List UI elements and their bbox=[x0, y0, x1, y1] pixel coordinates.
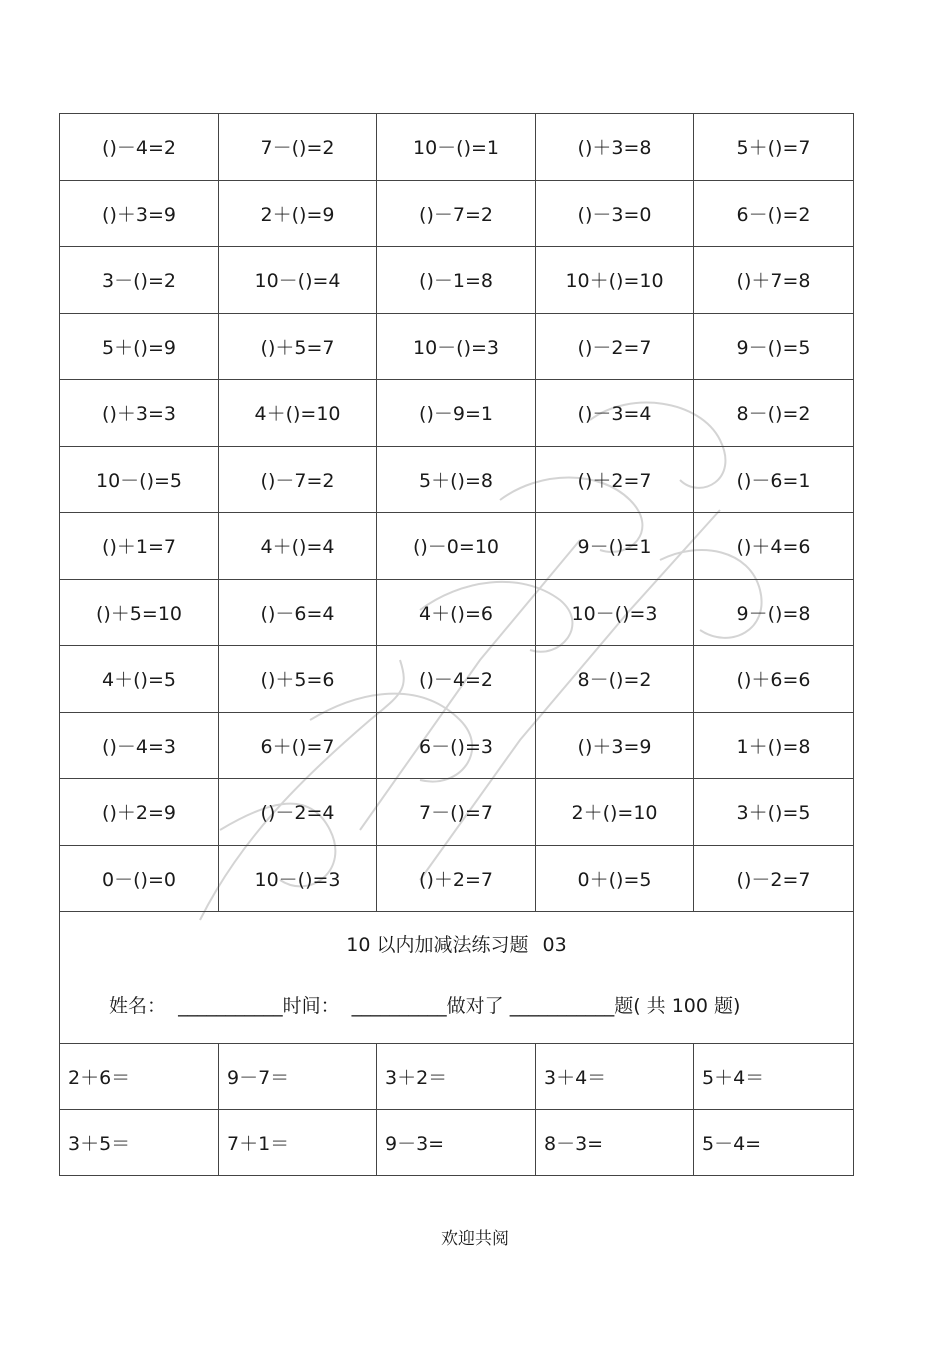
problem-row bbox=[60, 180, 854, 247]
problem-cell: 6－()=3 bbox=[377, 712, 536, 779]
problem-row bbox=[60, 1044, 854, 1110]
problem-cell: ()＋3=3 bbox=[60, 380, 219, 447]
title-text: 10 以内加减法练习题 bbox=[346, 934, 529, 956]
problem-cell: 1＋()=8 bbox=[694, 712, 854, 779]
problem-cell: 6－()=2 bbox=[694, 180, 854, 247]
problem-cell: 10－()=3 bbox=[377, 313, 536, 380]
problem-cell: 0＋()=5 bbox=[536, 845, 694, 912]
problem-cell: 9－()=5 bbox=[694, 313, 854, 380]
problem-cell: ()＋1=7 bbox=[60, 513, 219, 580]
arithmetic-grid bbox=[60, 1044, 854, 1176]
problem-cell: 3＋2＝ bbox=[377, 1044, 536, 1110]
problem-cell: ()＋6=6 bbox=[694, 646, 854, 713]
problem-cell: 9－()=8 bbox=[694, 579, 854, 646]
problem-cell: 4＋()=10 bbox=[219, 380, 377, 447]
problem-cell: ()＋3=9 bbox=[60, 180, 219, 247]
problem-cell: ()＋3=8 bbox=[536, 114, 694, 181]
problem-row bbox=[60, 646, 854, 713]
problem-cell: 4＋()=5 bbox=[60, 646, 219, 713]
problem-cell: 10－()=5 bbox=[60, 446, 219, 513]
problem-row bbox=[60, 779, 854, 846]
problem-cell: ()－3=0 bbox=[536, 180, 694, 247]
problem-row bbox=[60, 513, 854, 580]
problem-cell: ()－6=1 bbox=[694, 446, 854, 513]
problem-cell: 7＋1＝ bbox=[219, 1110, 377, 1176]
problem-cell: ()－2=7 bbox=[694, 845, 854, 912]
problem-cell: 6＋()=7 bbox=[219, 712, 377, 779]
problem-row bbox=[60, 380, 854, 447]
problem-cell: 3＋4＝ bbox=[536, 1044, 694, 1110]
problem-cell: ()－2=4 bbox=[219, 779, 377, 846]
problem-cell: 8－()=2 bbox=[694, 380, 854, 447]
problem-row bbox=[60, 712, 854, 779]
problem-cell: 10＋()=10 bbox=[536, 247, 694, 314]
problem-row bbox=[60, 845, 854, 912]
student-info-line: 姓名： ___________时间： __________做对了 ___________题( 共 100 题) bbox=[109, 995, 741, 1017]
problem-cell: 2＋()=9 bbox=[219, 180, 377, 247]
problem-cell: ()－3=4 bbox=[536, 380, 694, 447]
problem-cell: 5－4= bbox=[694, 1110, 854, 1176]
problem-cell: 9－3= bbox=[377, 1110, 536, 1176]
problem-cell: 9－7＝ bbox=[219, 1044, 377, 1110]
problem-cell: ()－4=3 bbox=[60, 712, 219, 779]
problem-row bbox=[60, 247, 854, 314]
problem-cell: 5＋()=7 bbox=[694, 114, 854, 181]
problem-cell: 5＋4＝ bbox=[694, 1044, 854, 1110]
problem-cell: ()＋7=8 bbox=[694, 247, 854, 314]
problem-cell: 5＋()=8 bbox=[377, 446, 536, 513]
problem-cell: 4＋()=6 bbox=[377, 579, 536, 646]
problem-cell: ()－7=2 bbox=[377, 180, 536, 247]
worksheet-title bbox=[60, 930, 853, 957]
problem-row bbox=[60, 313, 854, 380]
problem-cell: ()＋2=9 bbox=[60, 779, 219, 846]
problem-cell: 9－()=1 bbox=[536, 513, 694, 580]
problem-cell: ()＋2=7 bbox=[377, 845, 536, 912]
problem-cell: ()－2=7 bbox=[536, 313, 694, 380]
problem-row bbox=[60, 579, 854, 646]
problem-cell: 7－()=7 bbox=[377, 779, 536, 846]
problem-cell: 8－3= bbox=[536, 1110, 694, 1176]
problem-cell: ()＋5=6 bbox=[219, 646, 377, 713]
problem-cell: ()－7=2 bbox=[219, 446, 377, 513]
problem-cell: ()＋2=7 bbox=[536, 446, 694, 513]
sheet-number: 03 bbox=[542, 934, 567, 956]
problem-cell: ()－0=10 bbox=[377, 513, 536, 580]
problem-cell: 2＋6＝ bbox=[60, 1044, 219, 1110]
problem-cell: 5＋()=9 bbox=[60, 313, 219, 380]
problem-cell: ()－6=4 bbox=[219, 579, 377, 646]
problem-cell: ()－4=2 bbox=[377, 646, 536, 713]
problem-cell: 2＋()=10 bbox=[536, 779, 694, 846]
problem-cell: 0－()=0 bbox=[60, 845, 219, 912]
problem-cell: 10－()=3 bbox=[536, 579, 694, 646]
problem-cell: 8－()=2 bbox=[536, 646, 694, 713]
fill-in-blank-grid bbox=[60, 114, 854, 912]
problem-row bbox=[60, 114, 854, 181]
problem-cell: ()－9=1 bbox=[377, 380, 536, 447]
problem-cell: ()＋3=9 bbox=[536, 712, 694, 779]
problem-cell: 4＋()=4 bbox=[219, 513, 377, 580]
problem-cell: 7－()=2 bbox=[219, 114, 377, 181]
problem-cell: 10－()=3 bbox=[219, 845, 377, 912]
problem-cell: 3－()=2 bbox=[60, 247, 219, 314]
problem-cell: ()－1=8 bbox=[377, 247, 536, 314]
problem-cell: ()＋4=6 bbox=[694, 513, 854, 580]
problem-row bbox=[60, 1110, 854, 1176]
page-footer: 欢迎共阅 bbox=[441, 1229, 509, 1249]
problem-cell: 3＋5＝ bbox=[60, 1110, 219, 1176]
problem-row bbox=[60, 446, 854, 513]
problem-cell: ()－4=2 bbox=[60, 114, 219, 181]
problem-cell: 10－()=1 bbox=[377, 114, 536, 181]
problem-cell: ()＋5=7 bbox=[219, 313, 377, 380]
worksheet-table bbox=[59, 113, 854, 1176]
problem-cell: 10－()=4 bbox=[219, 247, 377, 314]
worksheet-header bbox=[60, 912, 854, 1044]
problem-cell: 3＋()=5 bbox=[694, 779, 854, 846]
problem-cell: ()＋5=10 bbox=[60, 579, 219, 646]
